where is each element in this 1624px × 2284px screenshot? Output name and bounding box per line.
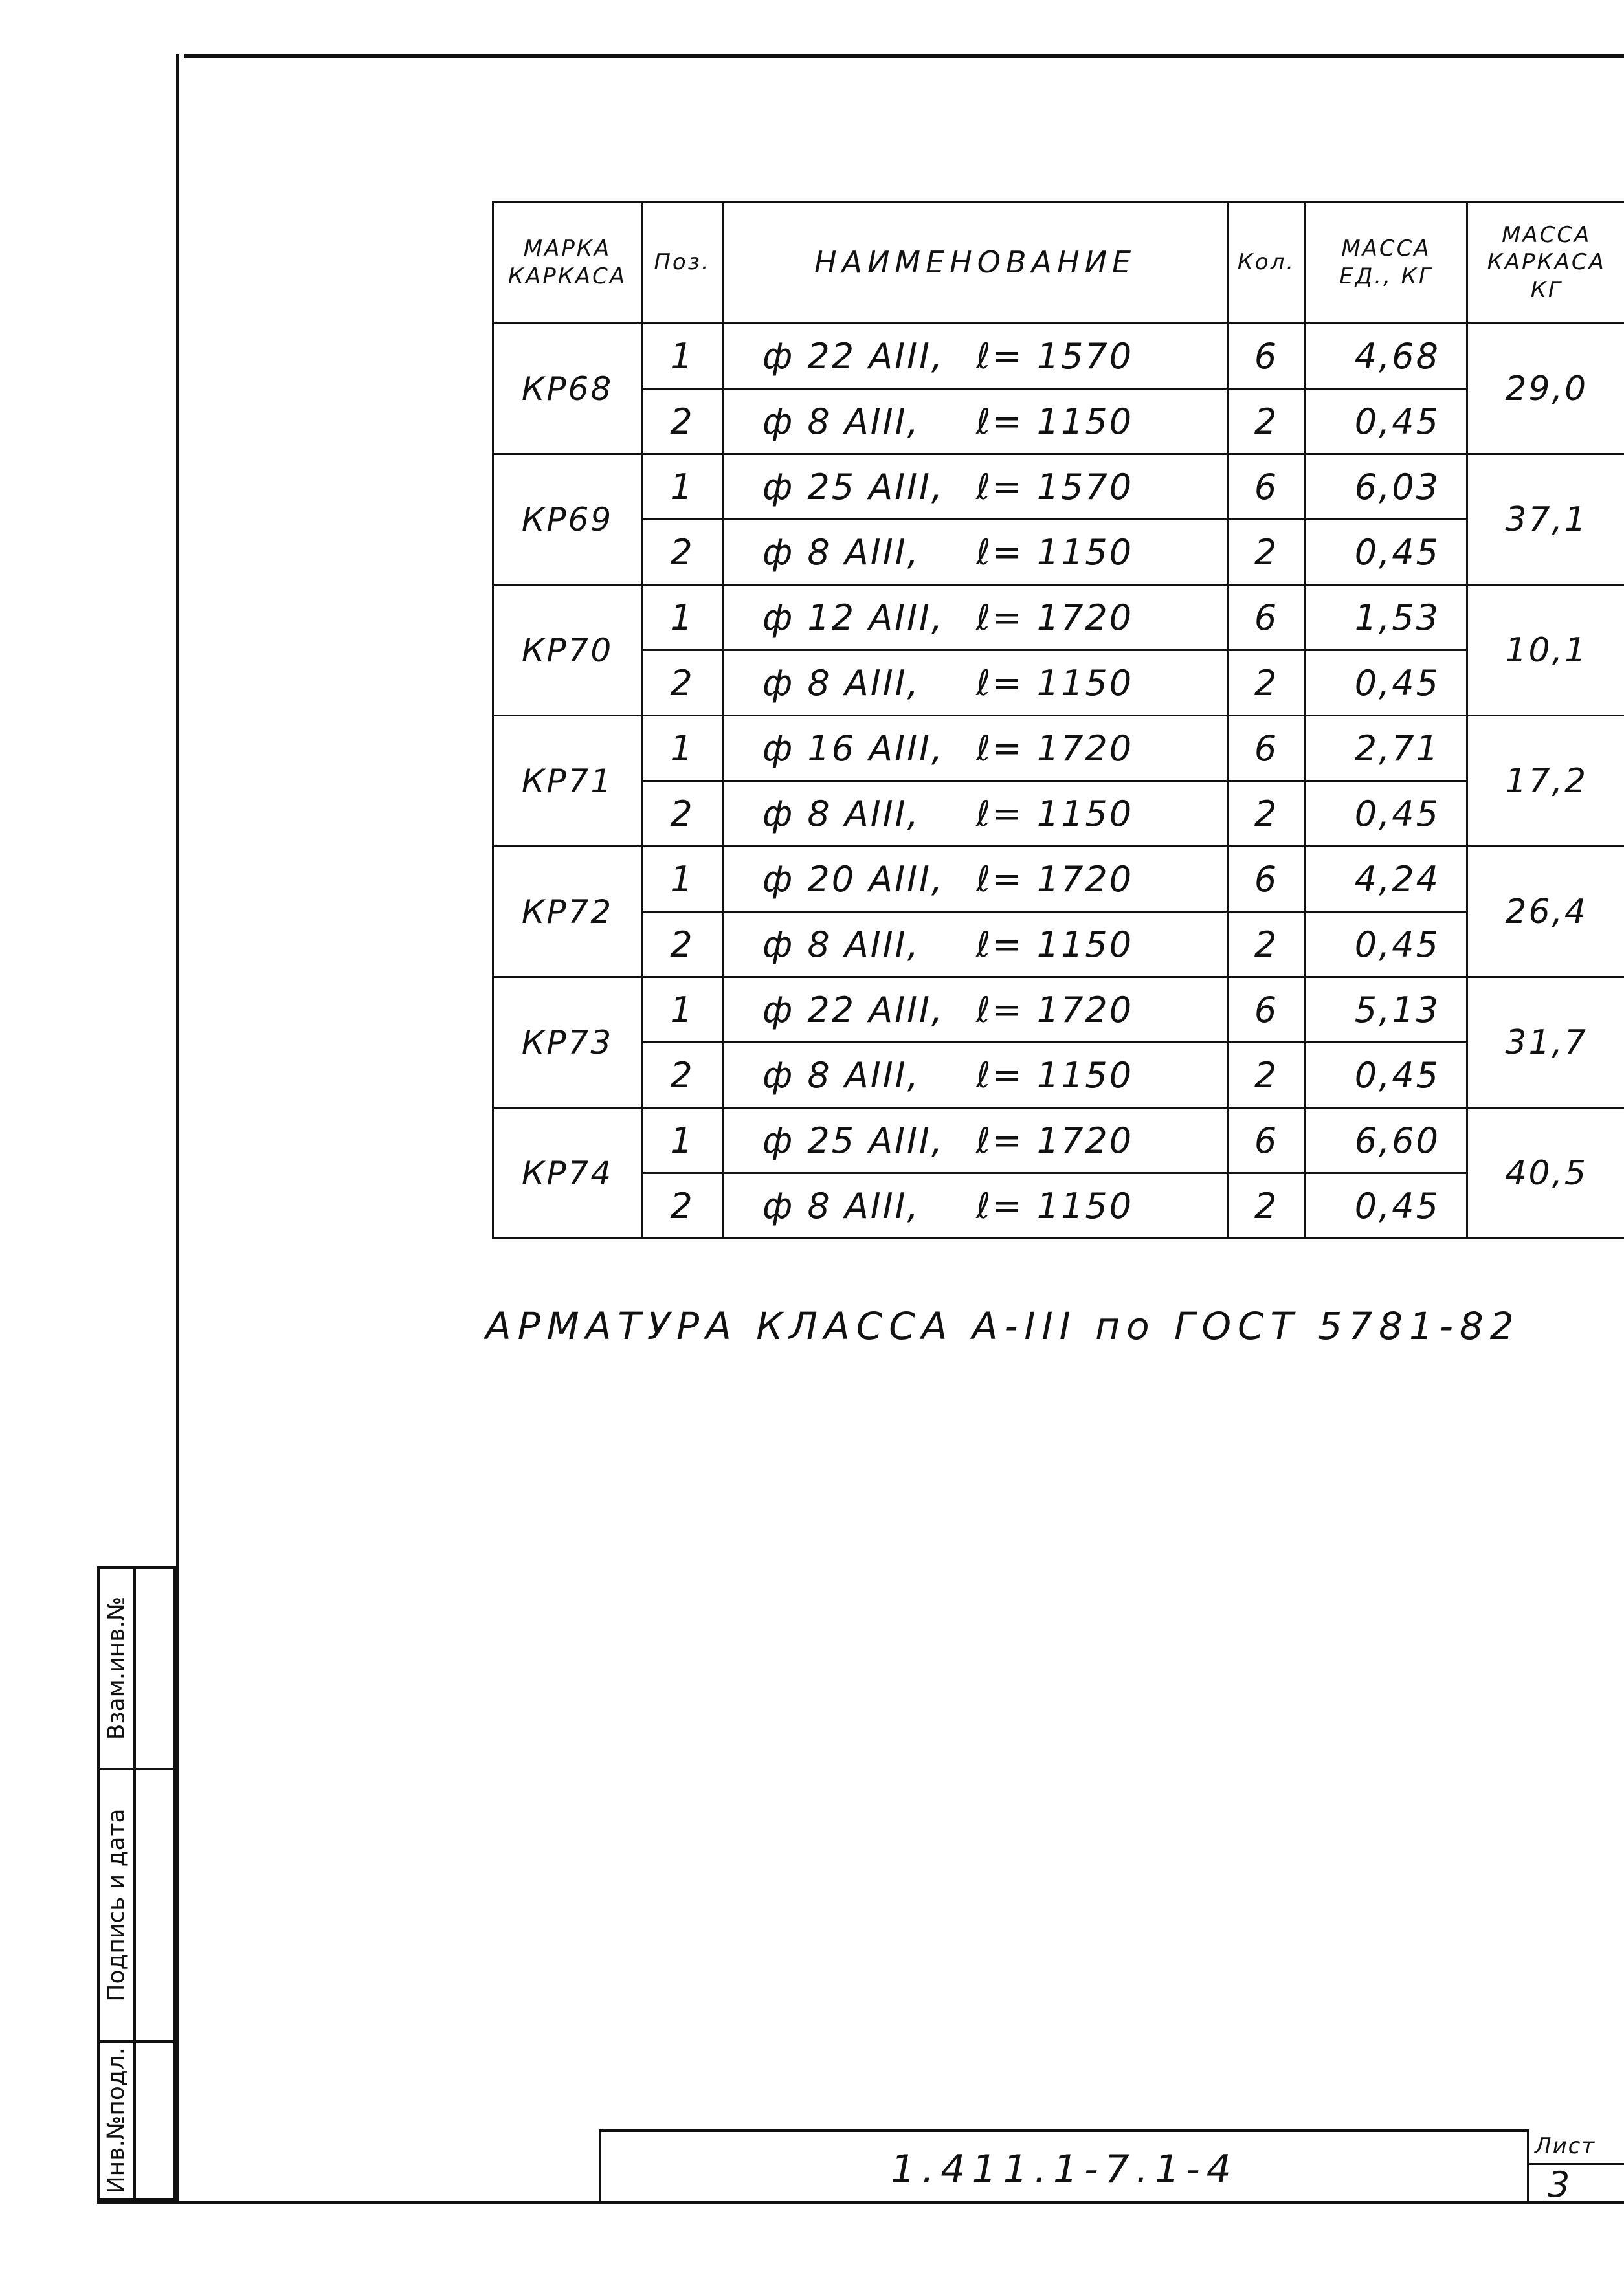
bar-length: ℓ= 1720: [976, 597, 1134, 638]
approval-strip-blank: [136, 1569, 173, 2198]
frame-total-mass-cell: 40,5: [1467, 1108, 1624, 1239]
bar-length: ℓ= 1720: [976, 989, 1134, 1030]
frame-mark-cell: КР73: [493, 977, 642, 1108]
unit-mass-cell: 0,45: [1306, 520, 1467, 585]
bar-size: ф 12 АIII,: [762, 597, 945, 638]
frame-total-mass-cell: 37,1: [1467, 454, 1624, 585]
title-block: [599, 2129, 1529, 2201]
unit-mass-cell: 0,45: [1306, 912, 1467, 977]
table-row: [493, 650, 1624, 716]
pos-cell: 2: [642, 520, 723, 585]
bar-size: ф 8 АIII,: [762, 924, 920, 965]
header-unit-mass-line2: ЕД., КГ: [1339, 263, 1433, 289]
frame-top-border: [184, 54, 1624, 58]
bar-length: ℓ= 1150: [976, 662, 1134, 704]
header-unit-mass-line1: МАССА: [1341, 236, 1431, 261]
table-row: [493, 585, 1624, 650]
bar-size: ф 8 АIII,: [762, 1054, 920, 1096]
table-body: [493, 324, 1624, 1239]
pos-cell: 2: [642, 1173, 723, 1239]
label-signature-date: Подпись и дата: [103, 1808, 130, 2002]
unit-mass-cell: 4,68: [1306, 324, 1467, 389]
name-cell: [723, 1173, 1228, 1239]
name-cell: [723, 1108, 1228, 1173]
frame-mark-cell: КР72: [493, 847, 642, 977]
qty-cell: 2: [1228, 912, 1306, 977]
table-row: [493, 716, 1624, 781]
name-cell: [723, 912, 1228, 977]
pos-cell: 2: [642, 912, 723, 977]
unit-mass-cell: 0,45: [1306, 1043, 1467, 1108]
header-unit-mass: [1306, 202, 1467, 324]
name-cell: [723, 520, 1228, 585]
header-mark-line2: КАРКАСА: [507, 263, 627, 289]
reinforcement-class-note: АРМАТУРА КЛАССА А-III по ГОСТ 5781-82: [485, 1304, 1520, 1348]
header-mark-line1: МАРКА: [523, 236, 612, 261]
table-row: [493, 1108, 1624, 1173]
bar-size: ф 8 АIII,: [762, 531, 920, 573]
pos-cell: 2: [642, 1043, 723, 1108]
pos-cell: 1: [642, 977, 723, 1043]
unit-mass-cell: 6,03: [1306, 454, 1467, 520]
name-cell: [723, 585, 1228, 650]
approval-strip-labels: [100, 1569, 136, 2198]
reinforcement-spec-table: [492, 201, 1624, 1239]
header-qty: Кол.: [1228, 202, 1306, 324]
sheet-divider: [1529, 2163, 1624, 2165]
bar-length: ℓ= 1720: [976, 858, 1134, 900]
unit-mass-cell: 0,45: [1306, 389, 1467, 454]
bar-size: ф 22 АIII,: [762, 335, 945, 377]
bar-size: ф 22 АIII,: [762, 989, 945, 1030]
header-mark: [493, 202, 642, 324]
frame-bottom-border: [97, 2201, 1624, 2204]
name-cell: [723, 977, 1228, 1043]
pos-cell: 2: [642, 781, 723, 847]
name-cell: [723, 324, 1228, 389]
frame-total-mass-cell: 17,2: [1467, 716, 1624, 847]
bar-length: ℓ= 1150: [976, 401, 1134, 442]
sheet-box: [1529, 2129, 1624, 2205]
bar-size: ф 16 АIII,: [762, 727, 945, 769]
pos-cell: 2: [642, 650, 723, 716]
unit-mass-cell: 0,45: [1306, 650, 1467, 716]
table-row: [493, 1173, 1624, 1239]
frame-total-mass-cell: 26,4: [1467, 847, 1624, 977]
name-cell: [723, 389, 1228, 454]
strip-blank-cell: [136, 1770, 173, 2043]
frame-total-mass-cell: 29,0: [1467, 324, 1624, 454]
name-cell: [723, 847, 1228, 912]
qty-cell: 2: [1228, 781, 1306, 847]
label-replacement-inv: Взам.инв.№: [103, 1596, 130, 1740]
qty-cell: 2: [1228, 520, 1306, 585]
bar-size: ф 20 АIII,: [762, 858, 945, 900]
header-frame-mass: [1467, 202, 1624, 324]
header-frame-mass-line3: КГ: [1530, 276, 1563, 303]
pos-cell: 1: [642, 716, 723, 781]
name-cell: [723, 650, 1228, 716]
table-row: [493, 912, 1624, 977]
header-frame-mass-line2: КАРКАСА: [1487, 249, 1606, 276]
label-original-inv: Инв.№подл.: [103, 2047, 130, 2193]
header-pos: Поз.: [642, 202, 723, 324]
approval-strip: [97, 1566, 176, 2201]
name-cell: [723, 781, 1228, 847]
header-name: НАИМЕНОВАНИЕ: [723, 202, 1228, 324]
bar-length: ℓ= 1720: [976, 727, 1134, 769]
frame-mark-cell: КР69: [493, 454, 642, 585]
bar-length: ℓ= 1720: [976, 1120, 1134, 1161]
bar-size: ф 25 АIII,: [762, 466, 945, 507]
bar-size: ф 8 АIII,: [762, 662, 920, 704]
name-cell: [723, 454, 1228, 520]
frame-mark-cell: КР68: [493, 324, 642, 454]
bar-length: ℓ= 1150: [976, 1054, 1134, 1096]
pos-cell: 1: [642, 324, 723, 389]
bar-length: ℓ= 1570: [976, 466, 1134, 507]
unit-mass-cell: 4,24: [1306, 847, 1467, 912]
pos-cell: 1: [642, 1108, 723, 1173]
pos-cell: 1: [642, 454, 723, 520]
pos-cell: 1: [642, 585, 723, 650]
unit-mass-cell: 1,53: [1306, 585, 1467, 650]
bar-size: ф 8 АIII,: [762, 793, 920, 834]
table-row: [493, 454, 1624, 520]
frame-mark-cell: КР74: [493, 1108, 642, 1239]
qty-cell: 6: [1228, 716, 1306, 781]
bar-length: ℓ= 1150: [976, 531, 1134, 573]
qty-cell: 6: [1228, 977, 1306, 1043]
strip-cell-signature: [100, 1770, 133, 2043]
table-header-row: [493, 202, 1624, 324]
qty-cell: 6: [1228, 585, 1306, 650]
table-row: [493, 389, 1624, 454]
unit-mass-cell: 6,60: [1306, 1108, 1467, 1173]
pos-cell: 2: [642, 389, 723, 454]
table-row: [493, 1043, 1624, 1108]
unit-mass-cell: 5,13: [1306, 977, 1467, 1043]
header-frame-mass-line1: МАССА: [1502, 221, 1592, 248]
unit-mass-cell: 0,45: [1306, 781, 1467, 847]
bar-length: ℓ= 1570: [976, 335, 1134, 377]
qty-cell: 6: [1228, 1108, 1306, 1173]
frame-mark-cell: КР70: [493, 585, 642, 716]
pos-cell: 1: [642, 847, 723, 912]
strip-blank-cell: [136, 1569, 173, 1770]
frame-left-border: [176, 54, 179, 2203]
document-code: 1.411.1-7.1-4: [891, 2147, 1238, 2192]
bar-length: ℓ= 1150: [976, 1185, 1134, 1226]
qty-cell: 2: [1228, 650, 1306, 716]
table-row: [493, 324, 1624, 389]
frame-total-mass-cell: 10,1: [1467, 585, 1624, 716]
unit-mass-cell: 2,71: [1306, 716, 1467, 781]
table-row: [493, 977, 1624, 1043]
bar-length: ℓ= 1150: [976, 924, 1134, 965]
qty-cell: 6: [1228, 324, 1306, 389]
table-row: [493, 520, 1624, 585]
sheet-label: Лист: [1535, 2133, 1596, 2159]
frame-mark-cell: КР71: [493, 716, 642, 847]
bar-size: ф 25 АIII,: [762, 1120, 945, 1161]
qty-cell: 6: [1228, 847, 1306, 912]
table-row: [493, 847, 1624, 912]
strip-blank-cell: [136, 2043, 173, 2198]
strip-cell-replacement: [100, 1569, 133, 1770]
bar-size: ф 8 АIII,: [762, 401, 920, 442]
qty-cell: 2: [1228, 389, 1306, 454]
frame-total-mass-cell: 31,7: [1467, 977, 1624, 1108]
qty-cell: 2: [1228, 1173, 1306, 1239]
bar-length: ℓ= 1150: [976, 793, 1134, 834]
strip-cell-original: [100, 2043, 133, 2198]
name-cell: [723, 716, 1228, 781]
unit-mass-cell: 0,45: [1306, 1173, 1467, 1239]
bar-size: ф 8 АIII,: [762, 1185, 920, 1226]
name-cell: [723, 1043, 1228, 1108]
qty-cell: 6: [1228, 454, 1306, 520]
table-row: [493, 781, 1624, 847]
qty-cell: 2: [1228, 1043, 1306, 1108]
sheet-number: 3: [1548, 2164, 1570, 2205]
